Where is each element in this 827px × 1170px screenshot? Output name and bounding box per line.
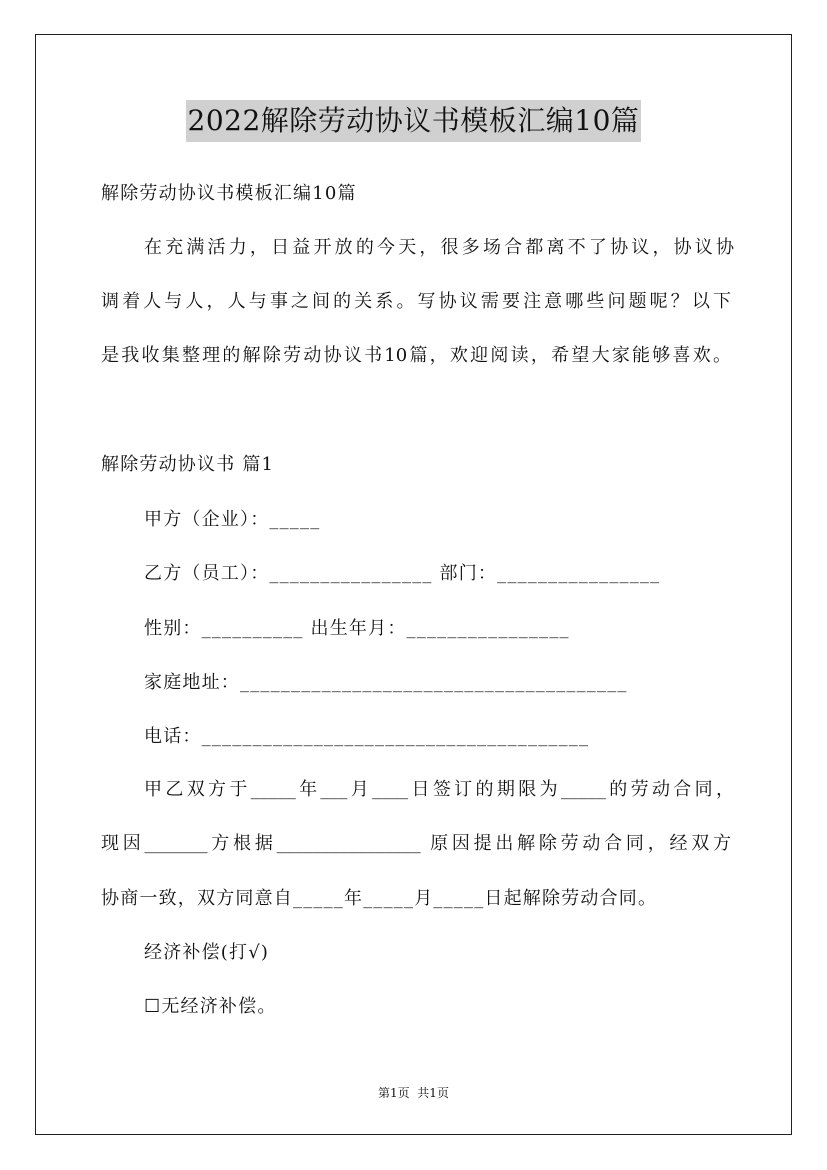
document-title: 2022解除劳动协议书模板汇编10篇: [186, 100, 642, 142]
party-b-field: 乙方（员工）：________________ 部门：________________: [144, 563, 661, 584]
address-field: 家庭地址：______________________________________: [144, 672, 628, 693]
page-footer: 第1页 共1页: [378, 1086, 449, 1100]
intro-line-1: 在充满活力，日益开放的今天，很多场合都离不了协议，协议协: [144, 237, 734, 258]
party-a-field: 甲方（企业）：_____: [144, 509, 321, 530]
phone-field: 电话：______________________________________: [144, 726, 590, 747]
body-line-1: 甲乙双方于_____年___月____日签订的期限为_____的劳动合同，: [144, 779, 734, 800]
body-line-2: 现因_______方根据________________ 原因提出解除劳动合同，经双方: [101, 833, 731, 854]
intro-line-3: 是我收集整理的解除劳动协议书10篇，欢迎阅读，希望大家能够喜欢。: [101, 345, 731, 366]
body-line-3: 协商一致，双方同意自_____年_____月_____日起解除劳动合同。: [101, 888, 658, 909]
gender-birth-field: 性别：__________ 出生年月：________________: [144, 618, 570, 639]
no-compensation-option: ☐无经济补偿。: [144, 996, 277, 1017]
compensation-heading: 经济补偿(打√): [144, 942, 270, 963]
document-subtitle: 解除劳动协议书模板汇编10篇: [101, 183, 357, 204]
section-heading: 解除劳动协议书 篇1: [101, 454, 275, 475]
intro-line-2: 调着人与人，人与事之间的关系。写协议需要注意哪些问题呢？以下: [101, 291, 731, 312]
title-wrap: [0, 100, 827, 142]
